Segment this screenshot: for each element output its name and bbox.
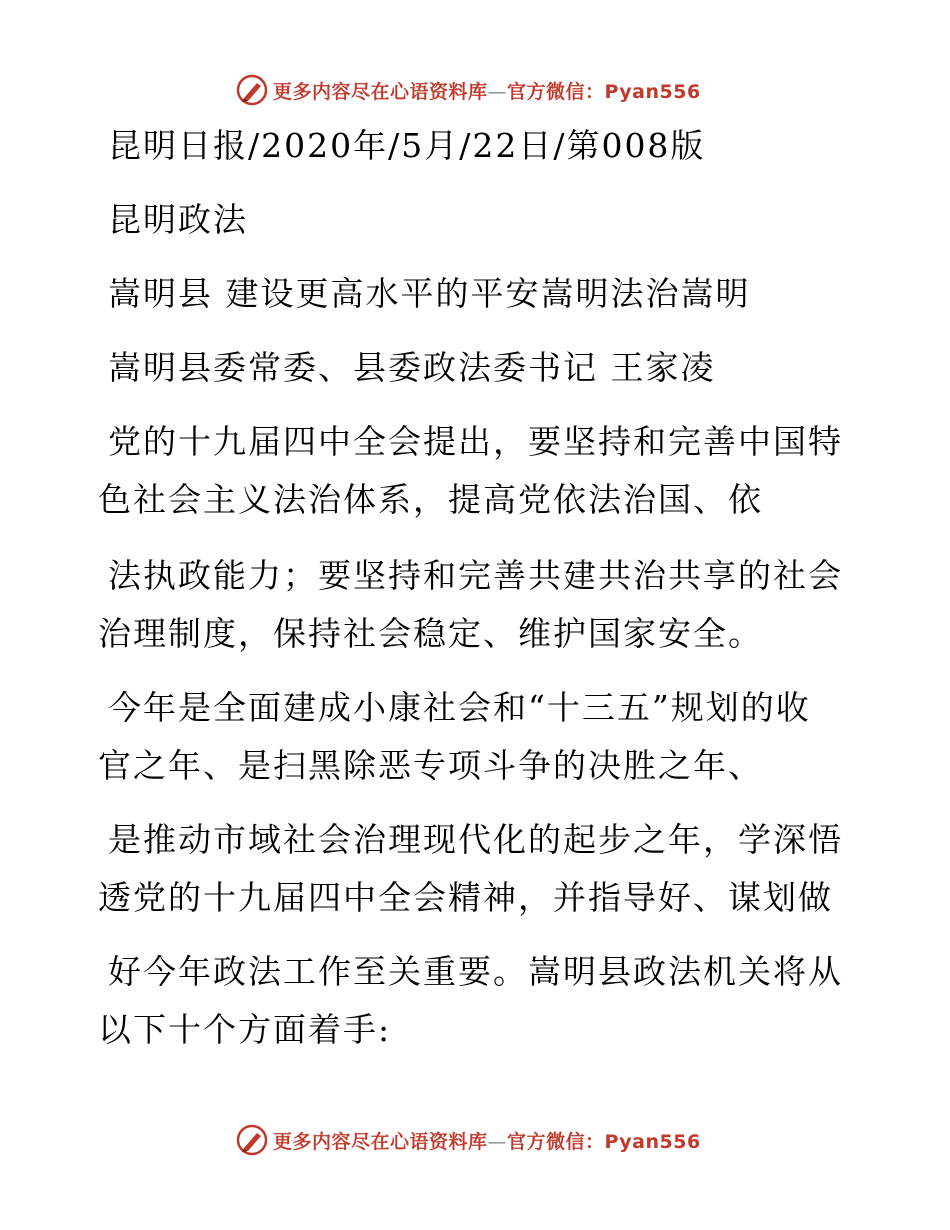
paragraph-1-line-1: 党的十九届四中全会提出，要坚持和完善中国特 bbox=[108, 422, 843, 461]
watermark-contact: 官方微信：Pyan556 bbox=[507, 80, 701, 103]
source-line: 昆明日报/2020年/5月/22日/第008版 bbox=[108, 126, 706, 165]
watermark-main: 更多内容尽在心语资料库 bbox=[273, 80, 488, 103]
watermark-dash: — bbox=[487, 80, 508, 103]
watermark-main: 更多内容尽在心语资料库 bbox=[273, 1130, 488, 1153]
section-title: 昆明政法 bbox=[108, 200, 248, 239]
watermark-header bbox=[235, 70, 701, 110]
paragraph-2-line-1: 今年是全面建成小康社会和“十三五”规划的收 bbox=[108, 688, 811, 727]
pen-logo-icon bbox=[235, 73, 269, 107]
paragraph-2-line-3: 是推动市域社会治理现代化的起步之年，学深悟 bbox=[108, 820, 843, 859]
headline: 嵩明县 建设更高水平的平安嵩明法治嵩明 bbox=[108, 274, 751, 313]
watermark-dash: — bbox=[487, 1130, 508, 1153]
paragraph-1-line-4: 治理制度，保持社会稳定、维护国家安全。 bbox=[98, 614, 763, 653]
paragraph-1-line-2: 色社会主义法治体系，提高党依法治国、依 bbox=[98, 480, 763, 519]
paragraph-2-line-6: 以下十个方面着手: bbox=[98, 1010, 392, 1049]
paragraph-2-line-4: 透党的十九届四中全会精神，并指导好、谋划做 bbox=[98, 878, 833, 917]
paragraph-2-line-5: 好今年政法工作至关重要。嵩明县政法机关将从 bbox=[108, 952, 843, 991]
pen-logo-icon bbox=[235, 1123, 269, 1157]
watermark-footer bbox=[235, 1120, 701, 1160]
author-line: 嵩明县委常委、县委政法委书记 王家凌 bbox=[108, 348, 716, 387]
watermark-contact: 官方微信：Pyan556 bbox=[507, 1130, 701, 1153]
paragraph-2-line-2: 官之年、是扫黑除恶专项斗争的决胜之年、 bbox=[98, 746, 763, 785]
watermark-text bbox=[273, 77, 701, 104]
watermark-text bbox=[273, 1127, 701, 1154]
paragraph-1-line-3: 法执政能力；要坚持和完善共建共治共享的社会 bbox=[108, 556, 843, 595]
